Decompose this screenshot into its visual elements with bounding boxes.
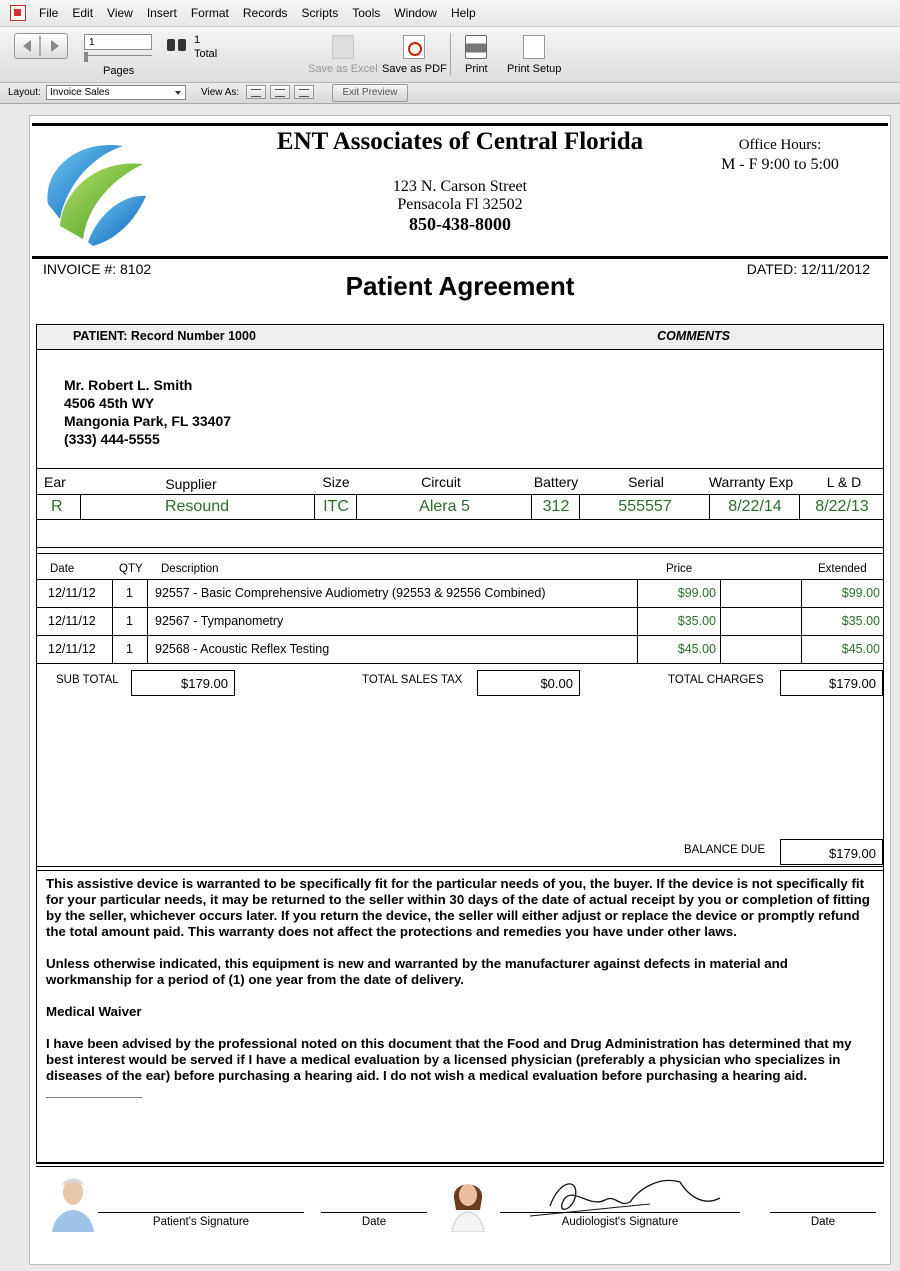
sub-total-value: $179.00: [131, 670, 235, 696]
audiologist-avatar: [444, 1168, 492, 1232]
book-spine-icon: [39, 36, 41, 56]
col-circuit: Circuit: [421, 474, 461, 490]
serial-value: 555557: [618, 498, 672, 515]
print-button[interactable]: [465, 35, 488, 75]
warranty-paragraph: This assistive device is warranted to be specifically fit for the particular needs of you, the buyer. If the device is not specifically fit for your particular needs, it may be returned to the seller within 30 days of the date of actual receipt by you or completion of fitting by the seller, whichever occurs later. If you return the device, the seller will either adjust or replace the device or promptly refund the total amount paid. This warranty does not affect the protections and remedies you have under other laws.: [46, 876, 870, 939]
col-qty: QTY: [119, 563, 143, 575]
audiologist-signature-label: Audiologist's Signature: [561, 1216, 679, 1228]
previous-page-icon[interactable]: [23, 40, 31, 52]
supplier-value: Resound: [164, 498, 230, 515]
items-table: [36, 579, 884, 664]
menu-edit[interactable]: Edit: [72, 6, 94, 20]
table-view-icon: [299, 89, 309, 97]
header-top-rule: [32, 123, 888, 126]
row-extended: $99.00: [841, 586, 880, 600]
patient-avatar: [48, 1168, 98, 1232]
page-number-input[interactable]: 1: [84, 34, 152, 50]
office-hours: M - F 9:00 to 5:00: [721, 156, 839, 173]
company-street: 123 N. Carson Street: [392, 178, 528, 195]
patient-address-line2: Mangonia Park, FL 33407: [64, 413, 232, 429]
view-as-label: View As:: [201, 87, 240, 98]
col-serial: Serial: [628, 474, 664, 490]
print-setup-button[interactable]: [507, 35, 561, 75]
col-supplier: Supplier: [165, 476, 217, 492]
menu-format[interactable]: Format: [190, 6, 229, 20]
save-as-excel-label: Save as Excel: [308, 63, 378, 75]
row-qty: 1: [126, 586, 133, 600]
patient-signature-label: Patient's Signature: [152, 1216, 250, 1228]
save-as-pdf-label: Save as PDF: [382, 63, 447, 75]
chevron-down-icon: [175, 91, 181, 95]
balance-due-value: $179.00: [780, 839, 883, 865]
menu-help[interactable]: Help: [450, 6, 476, 20]
layout-bar: [0, 83, 900, 104]
patient-phone: (333) 444-5555: [64, 431, 160, 447]
row-date: 12/11/12: [48, 614, 96, 628]
page-setup-icon: [523, 35, 545, 59]
medical-waiver-title: Medical Waiver: [46, 1004, 142, 1019]
patient-signature-line[interactable]: [98, 1212, 304, 1213]
row-qty: 1: [126, 642, 133, 656]
balance-due-label: BALANCE DUE: [684, 844, 766, 856]
total-label: Total: [194, 48, 218, 60]
page-slider[interactable]: [84, 55, 152, 62]
device-row: [36, 494, 884, 520]
patient-name: Mr. Robert L. Smith: [64, 377, 193, 393]
signature-top-rule-inner: [36, 1166, 884, 1167]
device-table-top-rule: [36, 468, 884, 469]
view-as-list-button[interactable]: [270, 85, 290, 99]
col-price: Price: [666, 563, 693, 575]
manufacturer-warranty-paragraph: Unless otherwise indicated, this equipment is new and warranted by the manufacturer against defects in material and workmanship for a period of (1) one year from the date of delivery.: [46, 956, 788, 987]
sub-total-label: SUB TOTAL: [56, 674, 119, 686]
company-name: ENT Associates of Central Florida: [276, 128, 644, 155]
row-qty: 1: [126, 614, 133, 628]
patient-address-line1: 4506 45th WY: [64, 395, 155, 411]
col-extended: Extended: [818, 563, 867, 575]
patient-date-line[interactable]: [321, 1212, 427, 1213]
company-city: Pensacola Fl 32502: [397, 196, 523, 213]
col-description: Description: [161, 563, 219, 575]
row-date: 12/11/12: [48, 642, 96, 656]
header-bottom-rule: [32, 256, 888, 259]
row-date: 12/11/12: [48, 586, 96, 600]
save-as-pdf-button[interactable]: [382, 35, 447, 75]
l-and-d-value: 8/22/13: [815, 498, 869, 515]
col-date: Date: [50, 563, 75, 575]
printer-icon: [465, 35, 487, 59]
menu-view[interactable]: View: [107, 6, 133, 20]
signature-top-rule: [36, 1162, 884, 1163]
patient-record: PATIENT: Record Number 1000: [73, 329, 256, 343]
size-value: ITC: [323, 498, 349, 515]
audiologist-date-line[interactable]: [770, 1212, 876, 1213]
patient-address-block: [64, 376, 231, 448]
menu-records[interactable]: Records: [242, 6, 288, 20]
view-as-table-button[interactable]: [294, 85, 314, 99]
menu-bar: [0, 0, 900, 27]
binoculars-icon: [167, 35, 187, 53]
document-page: [29, 115, 891, 1265]
total-charges-value: $179.00: [780, 670, 883, 696]
save-as-excel-button[interactable]: [308, 35, 378, 75]
toolbar-separator: [450, 33, 451, 75]
layout-select[interactable]: [46, 85, 186, 100]
row-description: 92567 - Tympanometry: [155, 614, 284, 628]
list-view-icon: [275, 89, 285, 97]
page-navigator[interactable]: [14, 33, 68, 59]
row-extended: $35.00: [841, 614, 880, 628]
invoice-date: DATED: 12/11/2012: [746, 261, 870, 277]
device-table-header: [36, 472, 884, 492]
row-description: 92557 - Basic Comprehensive Audiometry (92553 & 92556 Combined): [155, 586, 546, 600]
total-count: 1: [194, 34, 201, 46]
items-header: [36, 563, 884, 577]
menu-tools[interactable]: Tools: [352, 6, 381, 20]
ear-value: R: [51, 498, 63, 515]
medical-waiver-paragraph: I have been advised by the professional noted on this document that the Food and Drug Administration has determined that my best interest would be served if I have a medical evaluation by a licensed physician (preferably a physician who specializes in diseases of the ear) before purchasing a hearing aid. I do not wish a medical evaluation before purchasing a hearing aid. _____________: [46, 1036, 852, 1099]
col-battery: Battery: [533, 474, 579, 490]
office-hours-label: Office Hours:: [738, 137, 822, 153]
invoice-number: INVOICE #: 8102: [43, 261, 152, 277]
col-l-and-d: L & D: [826, 474, 862, 490]
print-setup-label: Print Setup: [507, 63, 562, 75]
audiologist-date-label: Date: [810, 1216, 836, 1228]
total-charges-label: TOTAL CHARGES: [668, 674, 764, 686]
col-ear: Ear: [44, 474, 66, 490]
company-phone: 850-438-8000: [409, 214, 511, 234]
layout-select-value: Invoice Sales: [50, 87, 110, 98]
menu-insert[interactable]: Insert: [146, 6, 177, 20]
patient-date-label: Date: [361, 1216, 387, 1228]
row-price: $45.00: [677, 642, 716, 656]
menu-window[interactable]: Window: [394, 6, 437, 20]
sales-tax-value: $0.00: [477, 670, 580, 696]
col-size: Size: [322, 474, 350, 490]
slider-thumb[interactable]: [84, 52, 88, 62]
sales-tax-label: TOTAL SALES TAX: [362, 674, 463, 686]
row-price: $35.00: [677, 614, 716, 628]
row-extended: $45.00: [841, 642, 880, 656]
legal-top-rule: [36, 866, 884, 867]
view-as-form-button[interactable]: [246, 85, 266, 99]
exit-preview-button[interactable]: Exit Preview: [332, 84, 408, 102]
comments-label: COMMENTS: [657, 329, 730, 343]
excel-icon: [332, 35, 354, 59]
col-warranty-exp: Warranty Exp: [708, 474, 794, 490]
menu-file[interactable]: File: [39, 6, 59, 20]
toolbar: [0, 27, 900, 83]
battery-value: 312: [542, 498, 570, 515]
items-table-top-rule: [36, 553, 884, 554]
warranty-exp-value: 8/22/14: [728, 498, 782, 515]
app-icon: [10, 5, 26, 21]
menu-scripts[interactable]: Scripts: [301, 6, 339, 20]
circuit-value: Alera 5: [419, 498, 470, 515]
next-page-icon[interactable]: [51, 40, 59, 52]
company-logo: [38, 134, 150, 250]
layout-label: Layout:: [8, 87, 41, 98]
row-price: $99.00: [677, 586, 716, 600]
form-view-icon: [251, 89, 261, 97]
pdf-icon: [403, 35, 425, 59]
warranty-terms: [46, 876, 876, 1116]
audiologist-signature-line[interactable]: [500, 1212, 740, 1213]
device-table-divider: [36, 547, 884, 548]
row-description: 92568 - Acoustic Reflex Testing: [155, 642, 330, 656]
legal-top-rule-inner: [36, 870, 884, 871]
document-title: Patient Agreement: [345, 271, 575, 301]
print-label: Print: [465, 63, 488, 75]
pages-label: Pages: [103, 65, 135, 77]
